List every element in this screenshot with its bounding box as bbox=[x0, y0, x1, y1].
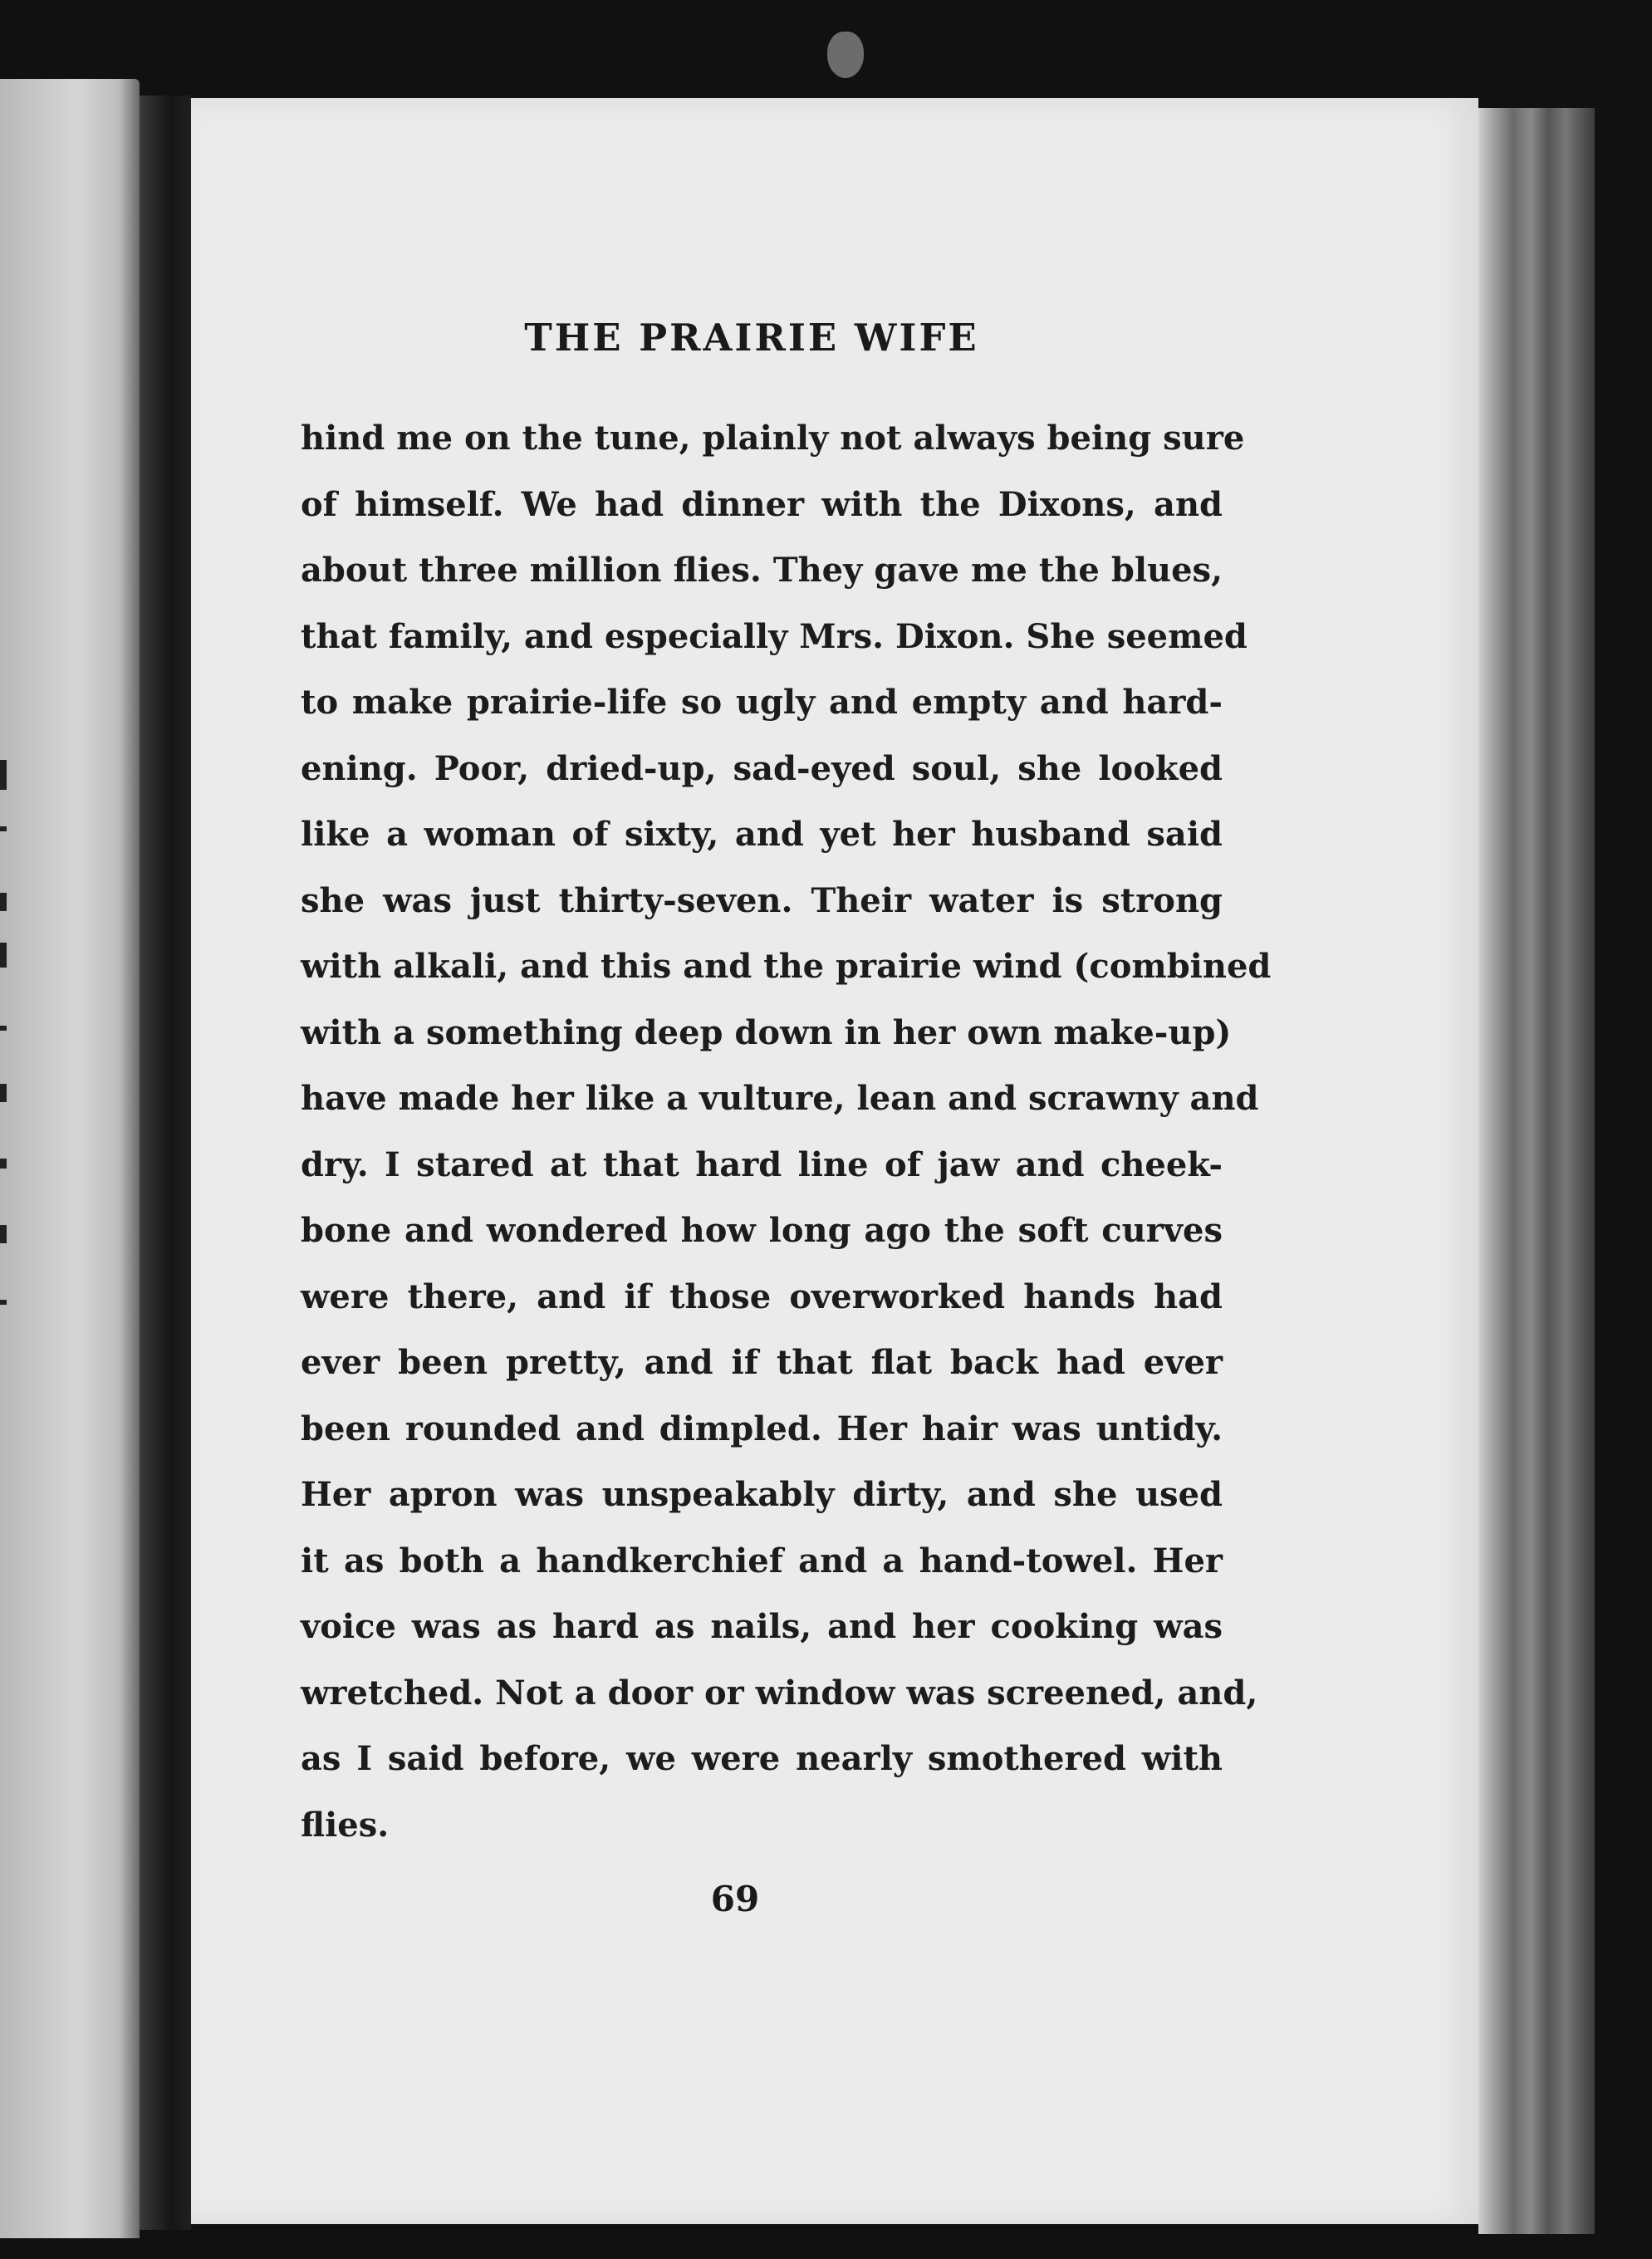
text-line: she was just thirty-seven. Their water is strong bbox=[301, 880, 1223, 920]
text-line: with alkali, and this and the prairie wind (combined bbox=[301, 947, 1272, 986]
text-line: that family, and especially Mrs. Dixon. She seemed bbox=[301, 616, 1248, 656]
text-line: wretched. Not a door or window was screened, and, bbox=[301, 1673, 1258, 1713]
text-line: have made her like a vulture, lean and scrawny and bbox=[301, 1079, 1259, 1118]
running-head: THE PRAIRIE WIFE bbox=[524, 316, 979, 360]
text-line: as I said before, we were nearly smothered with bbox=[301, 1739, 1223, 1778]
facing-page-text-fragments bbox=[0, 727, 17, 1358]
text-line: about three million flies. They gave me the blues, bbox=[301, 551, 1223, 590]
text-line: it as both a handkerchief and a hand-towel. Her bbox=[301, 1541, 1223, 1580]
text-line: to make prairie-life so ugly and empty and hard- bbox=[301, 683, 1223, 722]
text-line: Her apron was unspeakably dirty, and she used bbox=[301, 1475, 1223, 1514]
text-line: hind me on the tune, plainly not always being sure bbox=[301, 419, 1245, 458]
page-number: 69 bbox=[710, 1879, 760, 1919]
text-line: flies. bbox=[301, 1805, 390, 1845]
text-line: bone and wondered how long ago the soft curves bbox=[301, 1211, 1223, 1250]
text-line: ening. Poor, dried-up, sad-eyed soul, she looked bbox=[301, 748, 1223, 788]
text-line: were there, and if those overworked hands had bbox=[301, 1277, 1223, 1316]
text-line: ever been pretty, and if that flat back had ever bbox=[301, 1343, 1223, 1382]
scanner-mark bbox=[827, 32, 864, 78]
text-line: dry. I stared at that hard line of jaw and cheek- bbox=[301, 1144, 1223, 1184]
body-text bbox=[301, 405, 1272, 1858]
text-line: with a something deep down in her own make-up) bbox=[301, 1012, 1232, 1052]
facing-page-edge bbox=[0, 79, 140, 2238]
text-line: of himself. We had dinner with the Dixons, and bbox=[301, 484, 1223, 524]
book-gutter bbox=[140, 96, 191, 2230]
text-line: been rounded and dimpled. Her hair was untidy. bbox=[301, 1409, 1223, 1448]
page-fore-edge bbox=[1478, 108, 1595, 2234]
text-line: like a woman of sixty, and yet her husband said bbox=[301, 815, 1223, 854]
text-line: voice was as hard as nails, and her cooking was bbox=[301, 1607, 1223, 1646]
